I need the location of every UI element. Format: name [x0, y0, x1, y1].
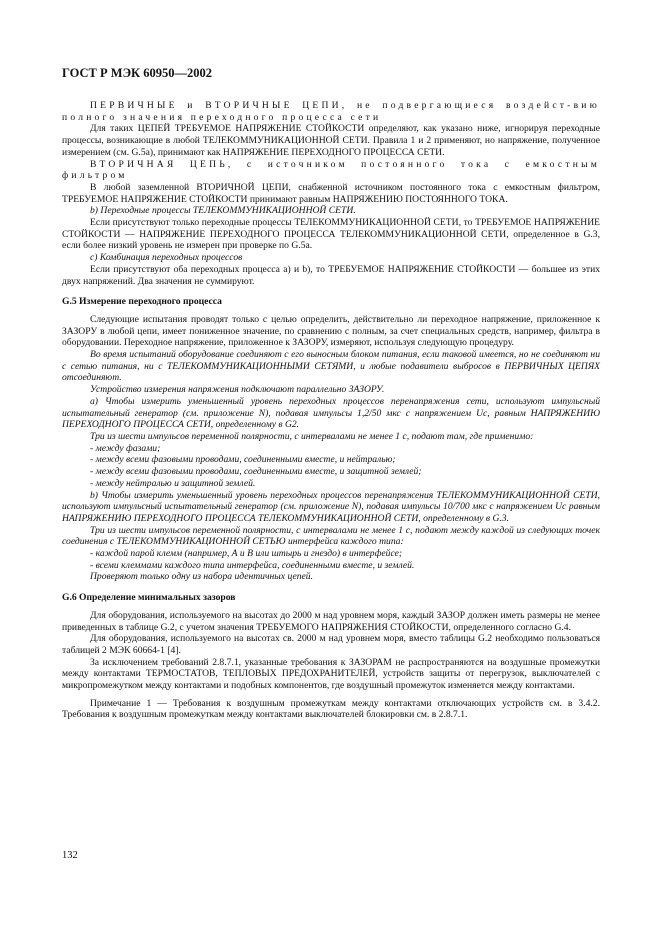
- paragraph: ВТОРИЧНАЯ ЦЕПЬ, с источником постоянного тока с емкостным фильтром: [62, 158, 600, 182]
- paragraph: Для оборудования, используемого на высотах св. 2000 м над уровнем моря, вместо таблицы G.2 необходимо пользоваться таблицей 2 МЭК 60664-1 [4].: [62, 633, 600, 656]
- paragraph: ПЕРВИЧНЫЕ и ВТОРИЧНЫЕ ЦЕПИ, не подвергающиеся воздейст-вию полного значения переходного процесса сети: [62, 100, 600, 123]
- paragraph: - между нейтралью и защитной землей.: [90, 477, 256, 489]
- paragraph: b) Чтобы измерить уменьшенный уровень переходных процессов перенапряжения ТЕЛЕКОММУНИКАЦИОННОЙ СЕТИ, используют импульсный испытательный генератор (см. приложение N), подавая импульсы 10/700 мкс с напряжением Uc равным НАПРЯЖЕНИЮ ПЕРЕХОДНОГО ПРОЦЕССА ТЕЛЕКОММУНИКАЦИОННОЙ СЕТИ, определенному в G.3.: [62, 489, 600, 524]
- paragraph: Для таких ЦЕПЕЙ ТРЕБУЕМОЕ НАПРЯЖЕНИЕ СТОЙКОСТИ определяют, как указано ниже, игнорируя переходные процессы, возникающие в любой ТЕЛЕКОММУНИКАЦИОННОЙ СЕТИ. Правила 1 и 2 применяют, но напряжение, полученное измерением (см. G.5а), принимают как НАПРЯЖЕНИЕ ПЕРЕХОДНОГО ПРОЦЕССА СЕТИ.: [62, 123, 600, 158]
- document-page: [62, 0, 600, 936]
- section-heading: G.6 Определение минимальных зазоров: [62, 592, 236, 604]
- document-header: ГОСТ Р МЭК 60950—2002: [62, 66, 212, 80]
- paragraph: Следующие испытания проводят только с целью определить, действительно ли переходное напряжение, приложенное к ЗАЗОРУ в любой цепи, имеет пониженное значение, по сравнению с полным, за счет специальных средств, например, фильтра в оборудовании. Переходное напряжение, приложенное к ЗАЗОРУ, измеряют, используя следующую процедуру.: [62, 313, 600, 349]
- section-heading: G.5 Измерение переходного процесса: [62, 296, 222, 308]
- paragraph: Для оборудования, используемого на высотах до 2000 м над уровнем моря, каждый ЗАЗОР должен иметь размеры не менее приведенных в таблице G.2, с учетом значения ТРЕБУЕМОГО НАПРЯЖЕНИЯ СТОЙКОСТИ, определенного согласно G.4.: [62, 609, 600, 633]
- paragraph: с) Комбинация переходных процессов: [90, 252, 243, 264]
- paragraph: b) Переходные процессы ТЕЛЕКОММУНИКАЦИОННОЙ СЕТИ.: [90, 205, 356, 217]
- paragraph: Если присутствуют оба переходных процесса а) и b), то ТРЕБУЕМОЕ НАПРЯЖЕНИЕ СТОЙКОСТИ — большее из этих двух напряжений. Два значения не суммируют.: [62, 263, 600, 287]
- document-body: [62, 100, 600, 721]
- paragraph: Проверяют только одну из набора идентичных цепей.: [90, 571, 313, 583]
- paragraph: - между всеми фазовыми проводами, соединенными вместе, и нейтралью;: [90, 454, 396, 466]
- paragraph: - каждой парой клемм (например, А и В или штырь и гнездо) в интерфейсе;: [90, 548, 403, 560]
- paragraph: Во время испытаний оборудование соединяют с его выносным блоком питания, если таковой имеется, но не соединяют ни с сетью питания, ни с ТЕЛЕКОММУНИКАЦИОННЫМИ СЕТЯМИ, и любые подавители выбросов в ПЕРВИЧНЫХ ЦЕПЯХ отсоединяют.: [62, 349, 600, 384]
- paragraph: - между фазами;: [90, 442, 161, 454]
- paragraph: В любой заземленной ВТОРИЧНОЙ ЦЕПИ, снабженной источником постоянного тока с емкостным фильтром, ТРЕБУЕМОЕ НАПРЯЖЕНИЕ СТОЙКОСТИ принимают равным НАПРЯЖЕНИЮ ПОСТОЯННОГО ТОКА.: [62, 181, 600, 205]
- paragraph: Устройство измерения напряжения подключают параллельно ЗАЗОРУ.: [90, 384, 385, 396]
- paragraph: За исключением требований 2.8.7.1, указанные требования к ЗАЗОРАМ не распространяются на воздушные промежутки между контактами ТЕРМОСТАТОВ, ТЕПЛОВЫХ ПРЕДОХРАНИТЕЛЕЙ, устройств защиты от перегрузок, выключателей с микропромежутком между контактами и подобных компонентов, где воздушный промежуток изменяется между контактами.: [62, 656, 600, 692]
- page-number: 132: [62, 850, 78, 861]
- paragraph: Примечание 1 — Требования к воздушным промежуткам между контактами отключающих устройств см. в 3.4.2. Требования к воздушным промежуткам между контактами выключателей блокировки см. в 2.8.7.1.: [62, 697, 600, 721]
- paragraph: - всеми клеммами каждого типа интерфейса, соединенными вместе, и землей.: [90, 559, 415, 571]
- paragraph: Три из шести импульсов переменной полярности, с интервалами не менее 1 с, подают между каждой из следующих точек соединения с ТЕЛЕКОММУНИКАЦИОННОЙ СЕТЬЮ интерфейса каждого типа:: [62, 524, 600, 548]
- paragraph: Три из шести импульсов переменной полярности, с интервалами не менее 1 с, подают там, где применимо:: [90, 430, 534, 442]
- paragraph: Если присутствуют только переходные процессы ТЕЛЕКОММУНИКАЦИОННОЙ СЕТИ, то ТРЕБУЕМОЕ НАПРЯЖЕНИЕ СТОЙКОСТИ — НАПРЯЖЕНИЕ ПЕРЕХОДНОГО ПРОЦЕССА ТЕЛЕКОММУНИКАЦИОННОЙ СЕТИ, определенное в G.3, если более низкий уровень не измерен при проверке по G.5а.: [62, 217, 600, 252]
- paragraph: - между всеми фазовыми проводами, соединенными вместе, и защитной землей;: [90, 466, 422, 478]
- paragraph: а) Чтобы измерить уменьшенный уровень переходных процессов перенапряжения сети, используют импульсный испытательный генератор (см. приложение N), подавая импульсы 1,2/50 мкс с напряжением Uc, равным НАПРЯЖЕНИЮ ПЕРЕХОДНОГО ПРОЦЕССА СЕТИ, определенному в G2.: [62, 395, 600, 431]
